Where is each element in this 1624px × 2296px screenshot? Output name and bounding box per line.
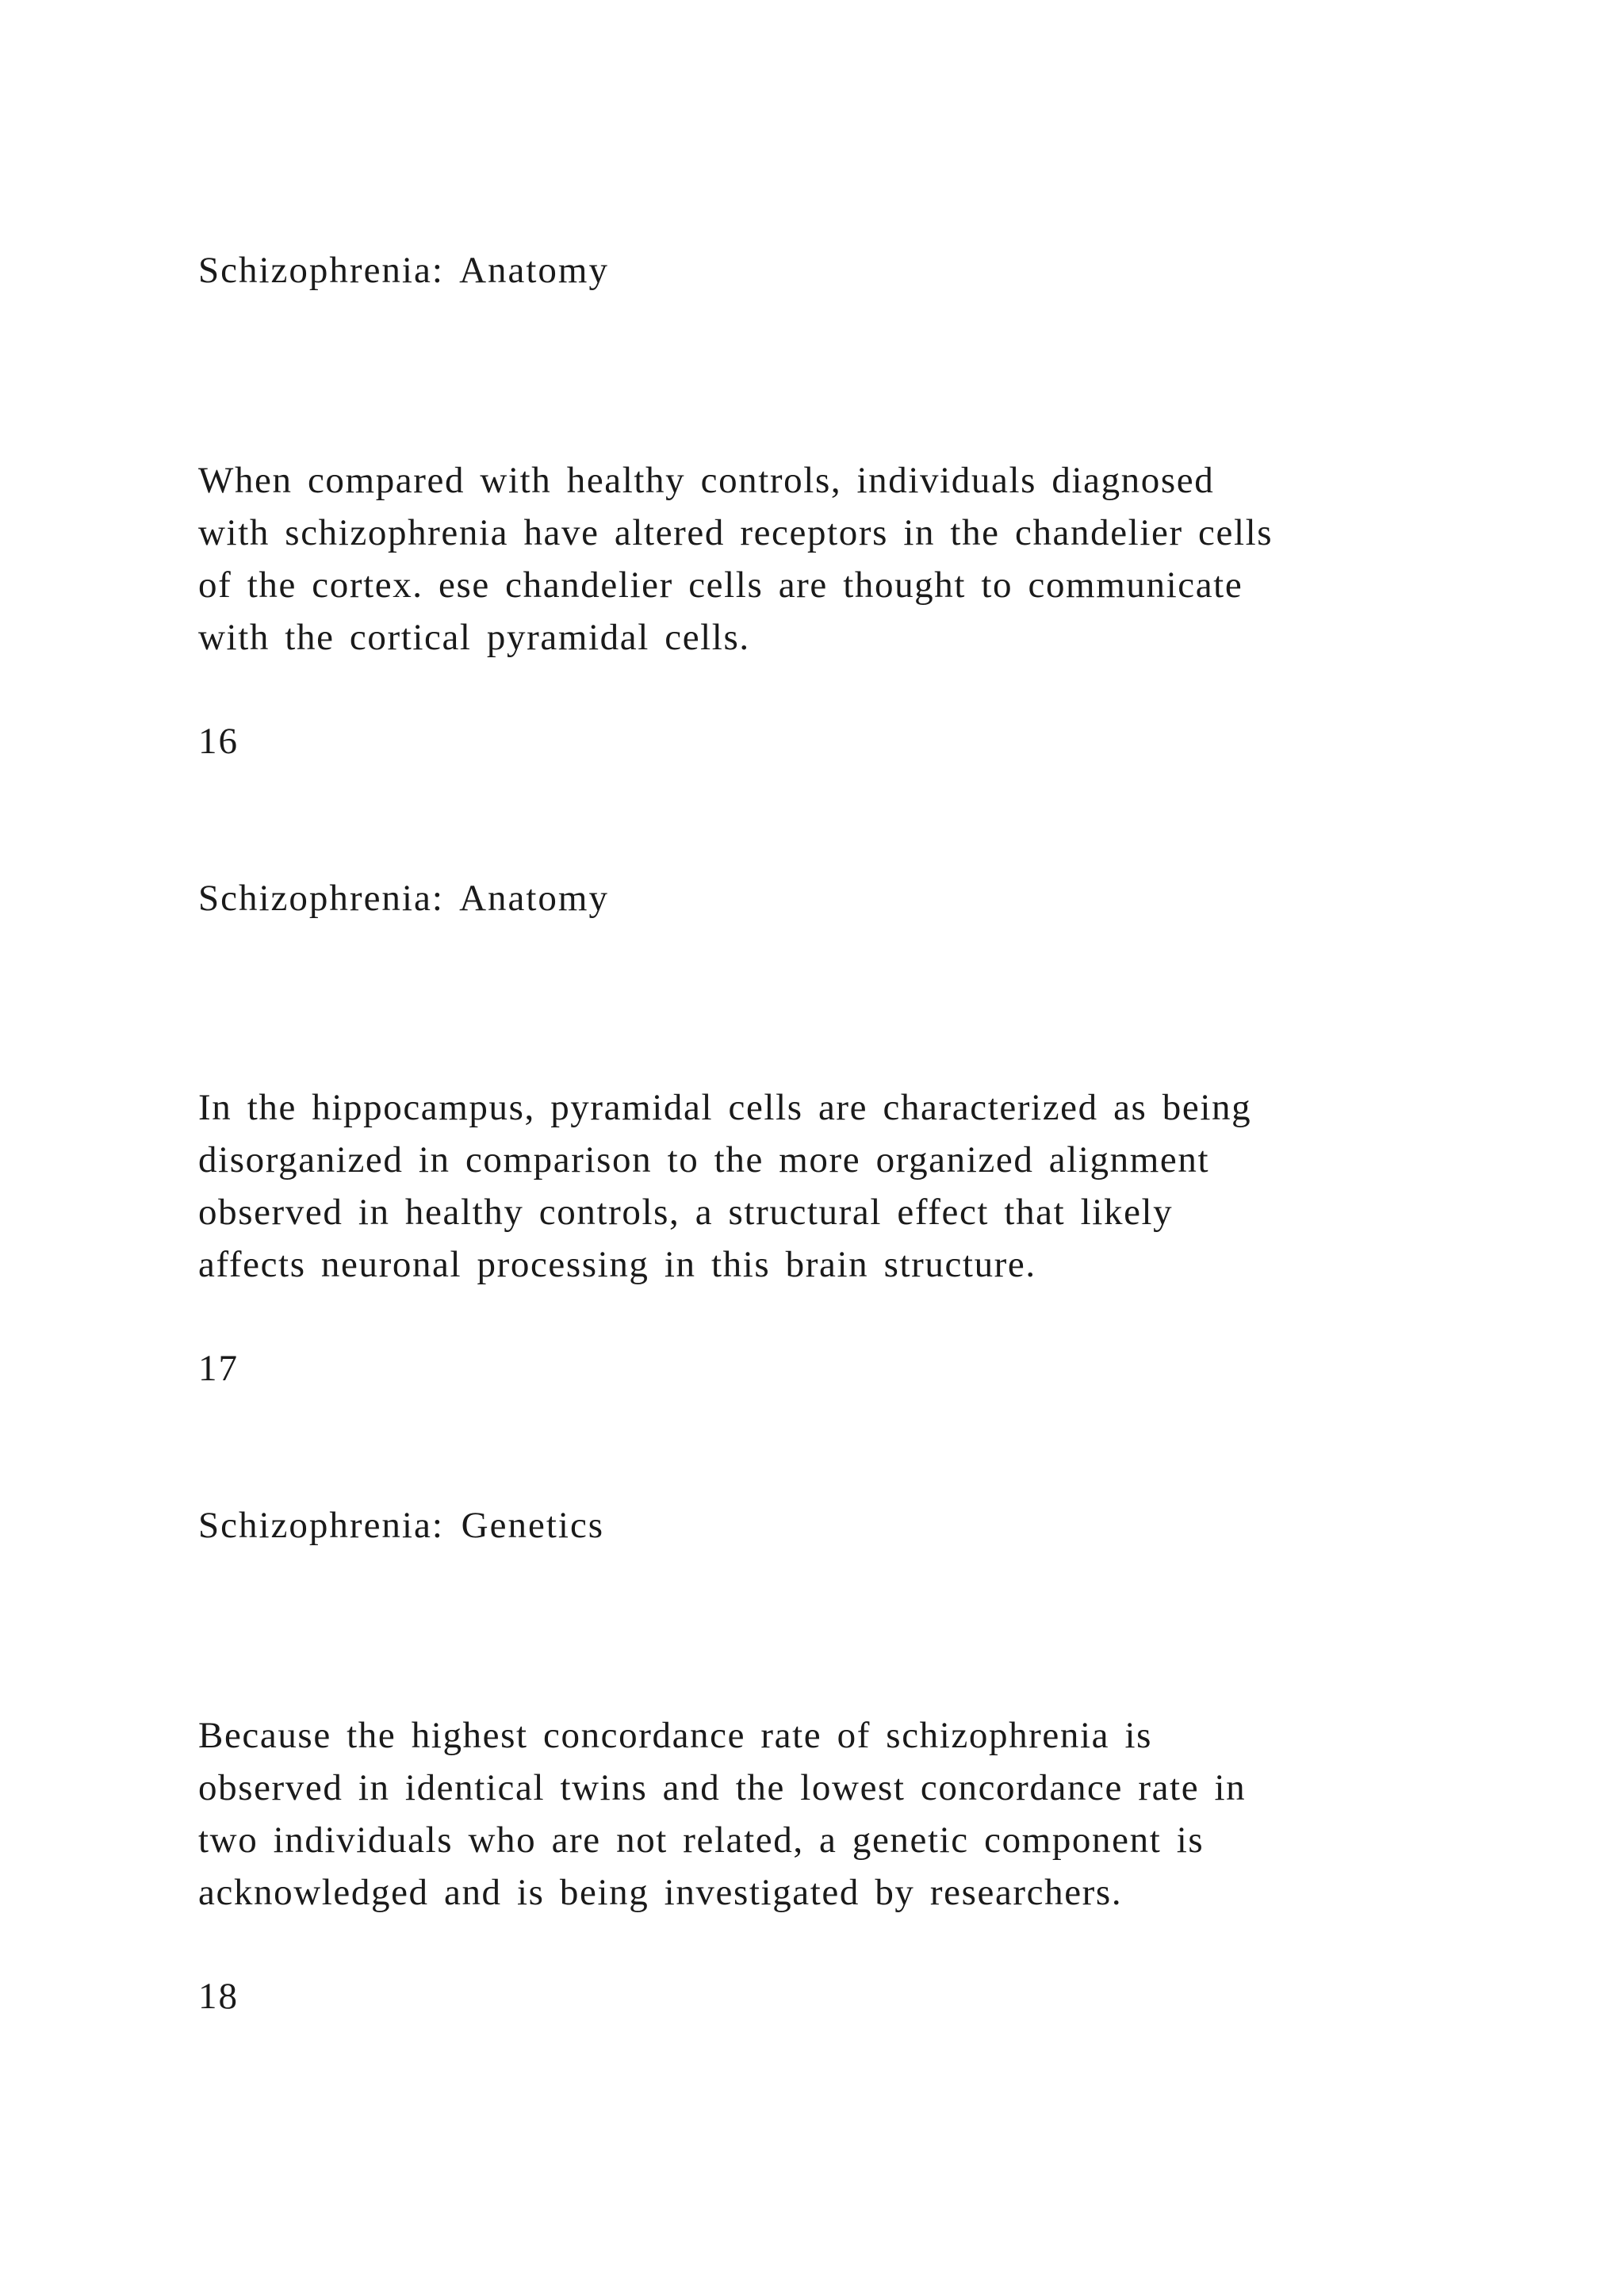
paragraph-line: acknowledged and is being investigated by researchers. xyxy=(198,1872,1123,1913)
paragraph-line: affects neuronal processing in this brain structure. xyxy=(198,1244,1036,1285)
paragraph-line: with the cortical pyramidal cells. xyxy=(198,617,750,658)
paragraph-line: observed in identical twins and the lowest concordance rate in xyxy=(198,1767,1247,1808)
paragraph-line: disorganized in comparison to the more organized alignment xyxy=(198,1139,1210,1181)
section-heading: Schizophrenia: Anatomy xyxy=(198,878,609,919)
page-number: 18 xyxy=(198,1976,239,2017)
page-number: 16 xyxy=(198,721,239,762)
paragraph-line: In the hippocampus, pyramidal cells are characterized as being xyxy=(198,1087,1252,1128)
section-heading: Schizophrenia: Genetics xyxy=(198,1505,605,1546)
paragraph-line: When compared with healthy controls, individuals diagnosed xyxy=(198,460,1215,501)
paragraph-line: observed in healthy controls, a structural effect that likely xyxy=(198,1192,1174,1233)
paragraph-line: Because the highest concordance rate of schizophrenia is xyxy=(198,1715,1153,1756)
paragraph-line: with schizophrenia have altered receptors in the chandelier cells xyxy=(198,512,1274,553)
paragraph-line: of the cortex. ese chandelier cells are thought to communicate xyxy=(198,564,1243,606)
paragraph-line: two individuals who are not related, a genetic component is xyxy=(198,1820,1205,1861)
section-heading: Schizophrenia: Anatomy xyxy=(198,250,609,291)
page-number: 17 xyxy=(198,1348,239,1389)
